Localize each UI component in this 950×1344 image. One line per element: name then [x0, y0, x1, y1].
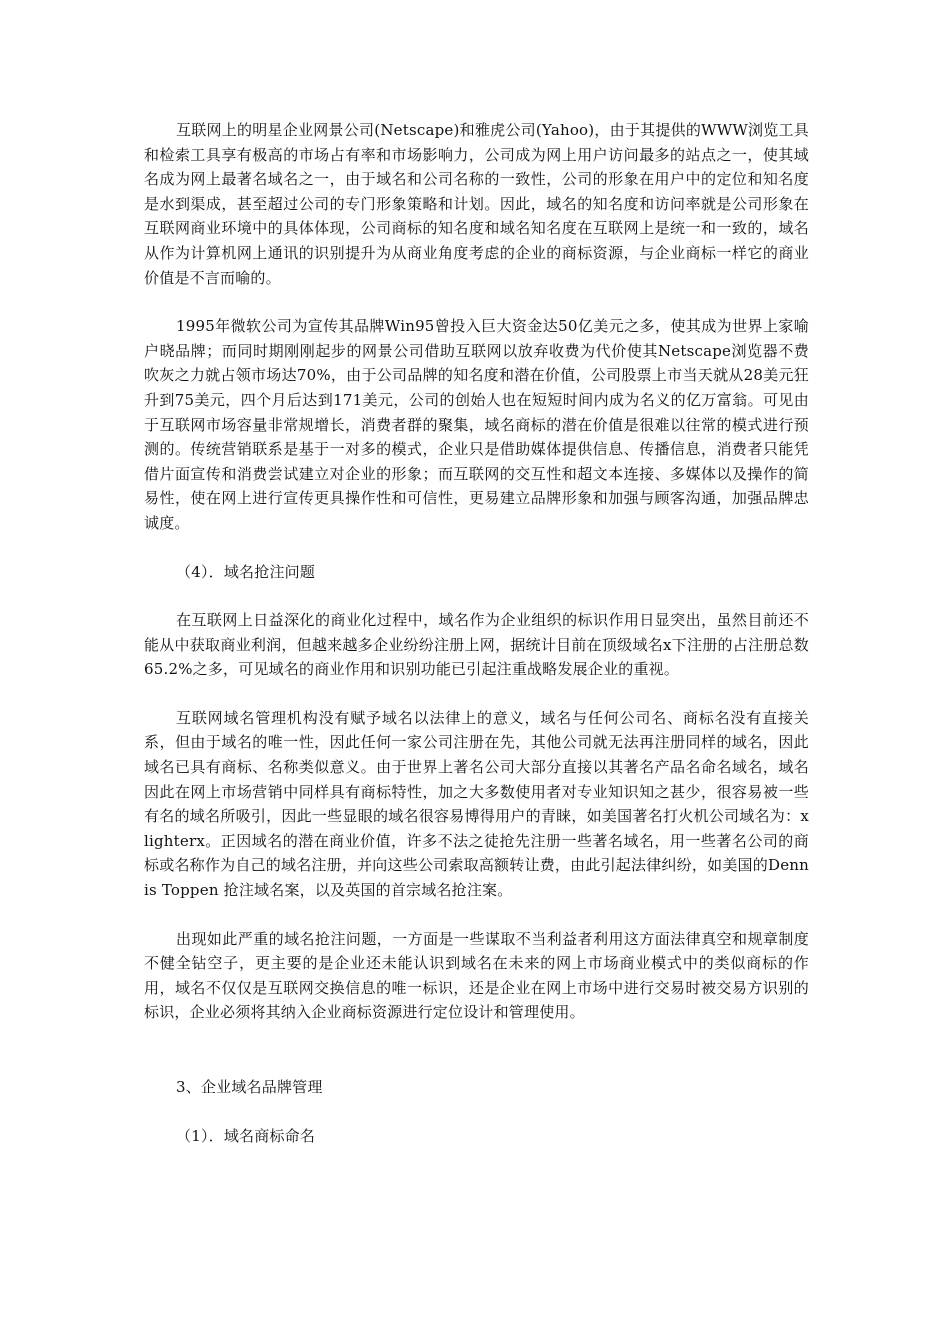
paragraph-microsoft-win95: 1995年微软公司为宣传其品牌Win95曾投入巨大资金达50亿美元之多，使其成为世界上家喻户晓品牌；而同时期刚刚起步的网景公司借助互联网以放弃收费为代价使其Netscape浏览器不费吹灰之力就占领市场达70%，由于公司品牌的知名度和潜在价值，公司股票上市当天就从28美元狂升到75美元，四个月后达到171美元，公司的创始人也在短短时间内成为名义的亿万富翁。可见由于互联网市场容量非常规增长，消费者群的聚集，域名商标的潜在价值是很难以往常的模式进行预测的。传统营销联系是基于一对多的模式，企业只是借助媒体提供信息、传播信息，消费者只能凭借片面宣传和消费尝试建立对企业的形象；而互联网的交互性和超文本连接、多媒体以及操作的简易性，使在网上进行宣传更具操作性和可信性，更易建立品牌形象和加强与顾客沟通，加强品牌忠诚度。: [144, 317, 809, 532]
spacer: [144, 682, 809, 706]
heading-section-3: 3、企业域名品牌管理: [176, 1078, 323, 1096]
paragraph-squatting-causes: 出现如此严重的域名抢注问题，一方面是一些谋取不当利益者利用这方面法律真空和规章制度不健全钻空子，更主要的是企业还未能认识到域名在未来的网上市场商业模式中的类似商标的作用，域名不仅仅是互联网交换信息的唯一标识，还是企业在网上市场中进行交易时被交易方识别的标识，企业必须将其纳入企业商标资源进行定位设计和管理使用。: [144, 929, 809, 1022]
spacer: [144, 1025, 809, 1075]
spacer: [144, 536, 809, 560]
spacer: [144, 1100, 809, 1124]
heading-subsection-1: （1）．域名商标命名: [176, 1126, 316, 1145]
spacer: [144, 290, 809, 314]
paragraph-domain-management: 互联网域名管理机构没有赋予域名以法律上的意义，域名与任何公司名、商标名没有直接关系，但由于域名的唯一性，因此任何一家公司注册在先，其他公司就无法再注册同样的域名，因此域名已具有商标、名称类似意义。由于世界上著名公司大部分直接以其著名产品名命名域名，域名因此在网上市场营销中同样具有商标特性，加之大多数使用者对专业知识知之甚少，很容易被一些有名的域名所吸引，因此一些显眼的域名很容易博得用户的青睐，如美国著名打火机公司域名为：xlighterx。正因域名的潜在商业价值，许多不法之徒抢先注册一些著名域名，用一些著名公司的商标或名称作为自己的域名注册，并向这些公司索取高额转让费，由此引起法律纠纷，如美国的Dennis Toppen 抢注域名案，以及英国的首宗域名抢注案。: [144, 708, 809, 900]
spacer: [144, 584, 809, 608]
spacer: [144, 903, 809, 927]
paragraph-commercialization: 在互联网上日益深化的商业化过程中，域名作为企业组织的标识作用日显突出，虽然目前还不能从中获取商业利润，但越来越多企业纷纷注册上网，据统计目前在顶级域名x下注册的占注册总数65.2%之多，可见域名的商业作用和识别功能已引起注重战略发展企业的重视。: [144, 611, 809, 679]
paragraph-netscape-yahoo: 互联网上的明星企业网景公司(Netscape)和雅虎公司(Yahoo)，由于其提供的WWW浏览工具和检索工具享有极高的市场占有率和市场影响力，公司成为网上用户访问最多的站点之一，使其域名成为网上最著名域名之一，由于域名和公司名称的一致性，公司的形象在用户中的定位和知名度是水到渠成，甚至超过公司的专门形象策略和计划。因此，域名的知名度和访问率就是公司形象在互联网商业环境中的具体体现，公司商标的知名度和域名知名度在互联网上是统一和一致的，域名从作为计算机网上通讯的识别提升为从商业角度考虑的企业的商标资源，与企业商标一样它的商业价值是不言而喻的。: [144, 121, 809, 287]
document-page: [144, 118, 809, 1148]
heading-domain-squatting: （4）．域名抢注问题: [176, 562, 316, 581]
